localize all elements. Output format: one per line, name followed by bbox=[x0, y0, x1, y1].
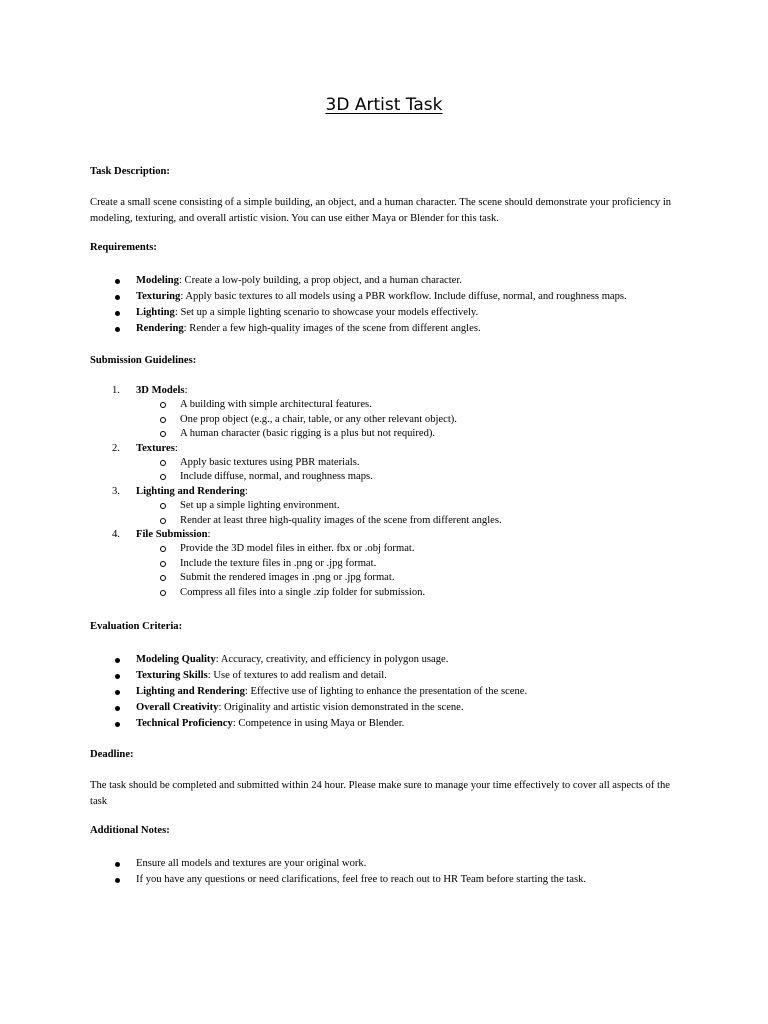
submission-text: : bbox=[207, 529, 211, 541]
sub-list-item: A building with simple architectural features. bbox=[136, 398, 690, 412]
evaluation-term: Texturing Skills bbox=[136, 670, 208, 681]
requirement-term: Texturing bbox=[136, 291, 181, 302]
list-item bbox=[90, 668, 690, 684]
submission-heading: Submission Guidelines: bbox=[90, 355, 197, 366]
evaluation-text: : Effective use of lighting to enhance the presentation of the scene. bbox=[244, 686, 528, 697]
sub-list-item: One prop object (e.g., a chair, table, or any other relevant object). bbox=[136, 413, 690, 427]
notes-heading: Additional Notes: bbox=[90, 825, 170, 836]
item-number: 4. bbox=[112, 529, 120, 541]
requirement-text: : Create a low-poly building, a prop object, and a human character. bbox=[178, 275, 462, 286]
list-item bbox=[90, 273, 690, 289]
list-item bbox=[90, 321, 690, 337]
submission-term: Textures bbox=[136, 442, 175, 454]
list-item bbox=[90, 528, 690, 600]
list-item bbox=[90, 305, 690, 321]
evaluation-term: Modeling Quality bbox=[136, 654, 216, 665]
sub-list bbox=[136, 542, 690, 600]
sub-list bbox=[136, 398, 690, 441]
evaluation-list bbox=[90, 652, 690, 732]
sub-list-item: Submit the rendered images in .png or .jpg format. bbox=[136, 571, 690, 585]
sub-list-item: Include the texture files in .png or .jpg format. bbox=[136, 557, 690, 571]
evaluation-text: : Accuracy, creativity, and efficiency in polygon usage. bbox=[215, 654, 449, 665]
page-title: 3D Artist Task bbox=[325, 95, 443, 115]
requirement-term: Lighting bbox=[136, 307, 175, 318]
deadline-heading: Deadline: bbox=[90, 749, 134, 760]
sub-list-item: A human character (basic rigging is a plus but not required). bbox=[136, 427, 690, 441]
submission-text: : bbox=[184, 385, 188, 396]
requirement-term: Rendering bbox=[136, 323, 184, 334]
list-item bbox=[90, 700, 690, 716]
evaluation-heading: Evaluation Criteria: bbox=[90, 621, 183, 632]
list-item bbox=[90, 652, 690, 668]
requirement-text: : Render a few high-quality images of the scene from different angles. bbox=[183, 323, 481, 334]
list-item bbox=[90, 384, 690, 442]
sub-list-item: Render at least three high-quality images of the scene from different angles. bbox=[136, 514, 690, 528]
list-item bbox=[90, 442, 690, 485]
task-description-heading: Task Description: bbox=[90, 166, 170, 177]
sub-list-item: Set up a simple lighting environment. bbox=[136, 499, 690, 513]
evaluation-term: Lighting and Rendering bbox=[136, 686, 245, 697]
item-number: 1. bbox=[112, 385, 120, 396]
evaluation-term: Technical Proficiency bbox=[136, 718, 233, 729]
submission-term: File Submission bbox=[136, 529, 208, 541]
item-number: 3. bbox=[112, 485, 120, 497]
evaluation-text: : Use of textures to add realism and detail. bbox=[207, 670, 387, 681]
requirement-text: : Set up a simple lighting scenario to showcase your models effectively. bbox=[174, 307, 479, 318]
submission-text: : bbox=[174, 442, 178, 454]
sub-list-item: Compress all files into a single .zip folder for submission. bbox=[136, 586, 690, 600]
evaluation-text: : Originality and artistic vision demonstrated in the scene. bbox=[218, 702, 464, 713]
evaluation-term: Overall Creativity bbox=[136, 702, 219, 713]
submission-term: Lighting and Rendering bbox=[136, 485, 245, 497]
sub-list-item: Provide the 3D model files in either. fbx or .obj format. bbox=[136, 542, 690, 556]
notes-list bbox=[90, 856, 690, 888]
list-item: If you have any questions or need clarifications, feel free to reach out to HR Team before starting the task. bbox=[90, 872, 690, 888]
list-item: Ensure all models and textures are your original work. bbox=[90, 856, 690, 872]
task-description-text: Create a small scene consisting of a simple building, an object, and a human character. The scene should demonstrate your proficiency in modeling, texturing, and overall artistic vision. You can use either Maya or Blender for this task. bbox=[90, 197, 672, 224]
submission-term: 3D Models bbox=[136, 385, 185, 396]
list-item bbox=[90, 485, 690, 528]
sub-list bbox=[136, 499, 690, 528]
sub-list-item: Include diffuse, normal, and roughness maps. bbox=[136, 470, 690, 484]
requirements-list bbox=[90, 273, 690, 337]
evaluation-text: : Competence in using Maya or Blender. bbox=[232, 718, 405, 729]
item-number: 2. bbox=[112, 442, 120, 454]
list-item bbox=[90, 716, 690, 732]
list-item bbox=[90, 289, 690, 305]
sub-list-item: Apply basic textures using PBR materials. bbox=[136, 456, 690, 470]
sub-list bbox=[136, 456, 690, 485]
requirement-term: Modeling bbox=[136, 275, 179, 286]
list-item bbox=[90, 684, 690, 700]
deadline-text: The task should be completed and submitted within 24 hour. Please make sure to manage your time effectively to cover all aspects of the task bbox=[90, 780, 670, 807]
submission-text: : bbox=[244, 485, 248, 497]
requirement-text: : Apply basic textures to all models using a PBR workflow. Include diffuse, normal, and roughness maps. bbox=[180, 291, 627, 302]
requirements-heading: Requirements: bbox=[90, 242, 157, 253]
submission-list bbox=[90, 384, 690, 600]
